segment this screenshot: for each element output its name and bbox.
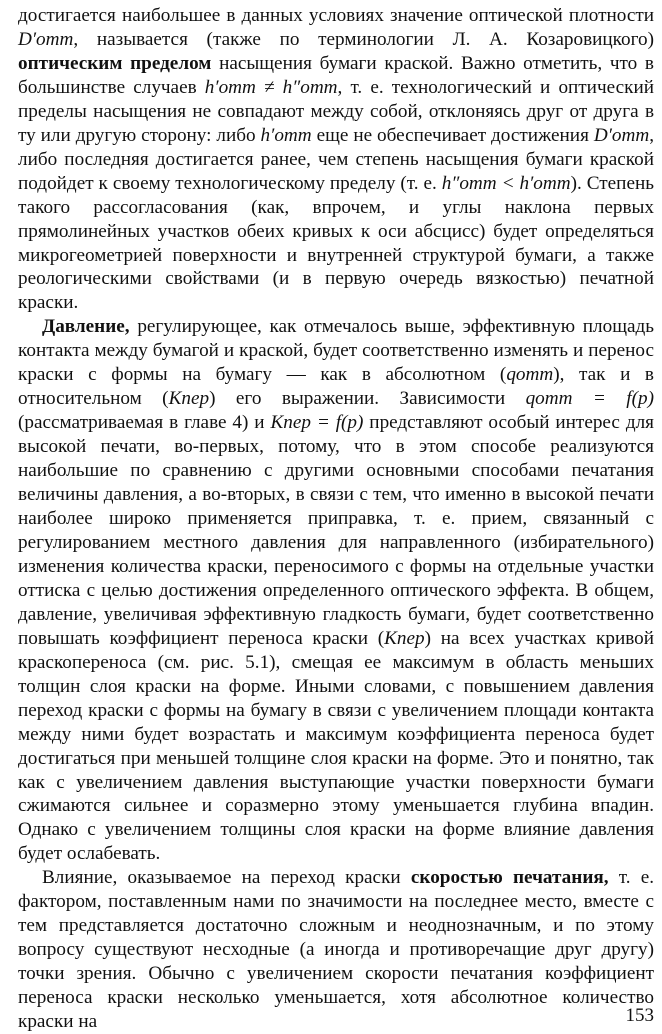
formula-text: Kпер <box>384 627 425 649</box>
paragraph-printing-speed <box>18 866 654 1034</box>
text-run: , т. е. технологический и оптический пределы насыщения не совпадают между собой, отклоняясь друг от друга в ту или другую сторону: либо <box>18 76 654 146</box>
page-number: 153 <box>625 1005 654 1026</box>
text-run: ) на всех участках кривой краскопереноса (см. рис. 5.1), смещая ее максимум в область меньших толщин слоя краски на форме. Иными словами, с повышением давления переход краски с формы на бумагу в связи с увеличением площади контакта между ними будет возрастать и максимум коэффициента переноса будет достигаться при меньшей толщине слоя краски на форме. Это и понятно, так как с увеличением давления выступающие участки поверхности бумаги сжимаются сильнее и соразмерно этому уменьшается глубина впадин. Однако с увеличением толщины слоя краски на форме влияние давления будет ослабевать. <box>18 627 654 865</box>
text-run: насыщения бумаги краской. Важно отметить, что в большинстве случаев <box>18 52 654 98</box>
emphasized-term: оптическим пределом <box>18 52 212 74</box>
text-run: еще не обеспечивает достижения <box>311 124 594 146</box>
emphasized-term: Давление, <box>42 316 130 338</box>
paragraph-pressure <box>18 315 654 866</box>
formula-text: qотт = f(p) <box>525 388 655 410</box>
text-run: представляют особый интерес для высокой печати, во-первых, потому, что в этом способе реализуются наибольшие по сравнению с другими основными способами печатания величины давления, а во-вторых, в связи с тем, что именно в высокой печати наиболее широко применяется приправка, т. е. прием, связанный с регулированием местного давления для направленного (избирательного) изменения количества краски, переносимого с формы на отдельные участки оттиска с целью достижения определенного оптического эффекта. В общем, давление, увеличивая эффективную гладкость бумаги, будет соответственно повышать коэффициент переноса краски ( <box>18 412 654 649</box>
formula-text: Kпер = f(p) <box>270 412 364 434</box>
text-run: достигается наибольшее в данных условиях значение оптической плотности <box>18 5 654 26</box>
text-run: (рассматриваемая в главе 4) и <box>18 412 271 434</box>
formula-text: h″отт < h′отт <box>441 172 571 194</box>
text-run: , либо последняя достигается ранее, чем степень насыщения бумаги краской подойдет к своему технологическому пределу (т. е. <box>18 124 655 194</box>
page-body <box>18 4 654 1034</box>
text-run: ) его выражении. Зависимости <box>209 388 526 410</box>
formula-text: qотт <box>506 364 554 386</box>
formula-text: D′отт <box>593 124 650 146</box>
formula-text: h′отт ≠ h″отт <box>204 76 338 98</box>
text-run: ), так и в относительном ( <box>18 364 654 410</box>
text-run: , называется (также по терминологии Л. А. Козаровицкого) <box>73 28 654 50</box>
text-run: Влияние, оказываемое на переход краски <box>42 867 411 889</box>
formula-text: h′отт <box>260 124 312 146</box>
text-run: т. е. фактором, поставленным нами по значимости на последнее место, вместе с тем представляется достаточно сложным и неоднозначным, и по этому вопросу существуют несходные (а иногда и противоречащие друг другу) точки зрения. Обычно с увеличением скорости печатания коэффициент переноса краски несколько уменьшается, хотя абсолютное количество краски на <box>18 867 655 1033</box>
text-run: ). Степень такого рассогласования (как, впрочем, и углы наклона первых прямолинейных участков обеих кривых к оси абсцисс) будет определяться микрогеометрией поверхности и внутренней структурой бумаги, а также реологическими свойствами (и в первую очередь вязкостью) печатной краски. <box>18 172 654 314</box>
text-run: регулирующее, как отмечалось выше, эффективную площадь контакта между бумагой и краской, будет соответственно изменять и перенос краски с формы на бумагу — как в абсолютном ( <box>18 316 654 386</box>
emphasized-term: скоростью печатания, <box>410 867 609 889</box>
formula-text: Kпер <box>168 388 210 410</box>
paragraph-optical-limit <box>18 4 654 315</box>
formula-text: D′отт <box>18 28 74 50</box>
